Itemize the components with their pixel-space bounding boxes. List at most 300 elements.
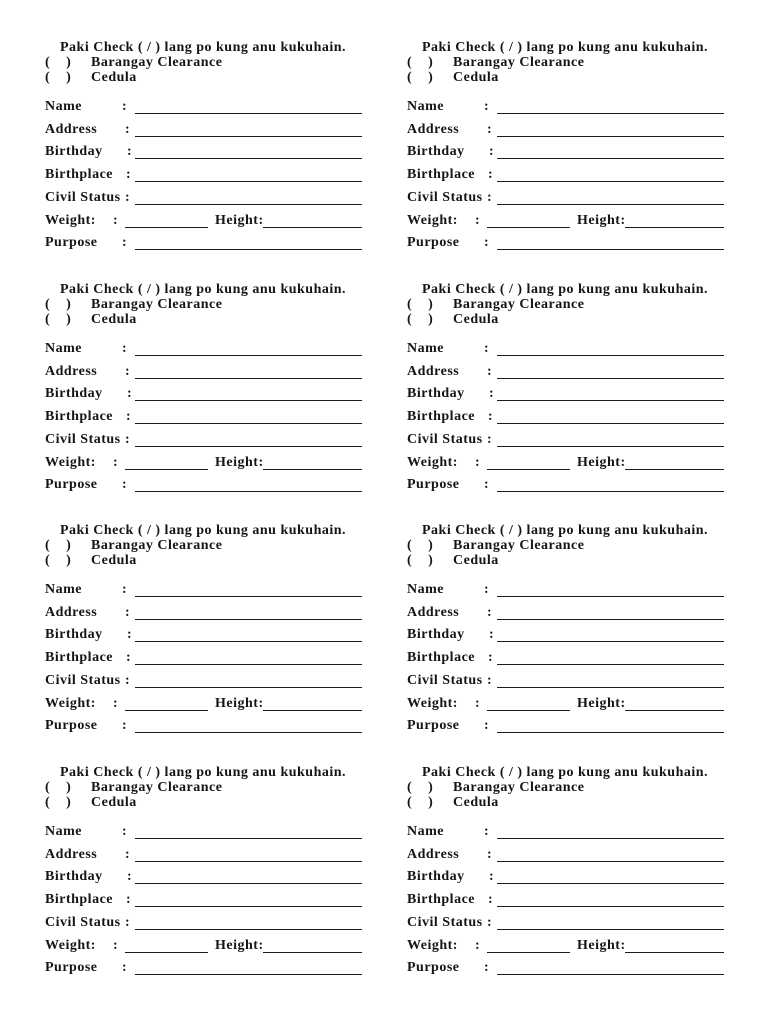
weight-blank-line — [487, 952, 570, 953]
field-label: Birthday — [407, 386, 465, 402]
field-label: Weight: — [45, 937, 96, 953]
field-row-address — [45, 361, 365, 383]
field-label: Birthplace — [45, 650, 113, 666]
request-form — [407, 282, 727, 502]
field-label: Height: — [577, 937, 626, 953]
purpose-blank-line — [135, 249, 362, 250]
field-label: Civil Status — [407, 914, 483, 930]
request-form — [45, 282, 365, 502]
field-colon: : — [122, 960, 128, 976]
field-colon: : — [487, 604, 493, 620]
field-label: Height: — [215, 454, 264, 470]
checkbox-mark: ( ) — [407, 55, 434, 70]
field-colon: : — [125, 604, 131, 620]
field-row-name — [45, 338, 365, 360]
field-colon: : — [475, 937, 481, 953]
option-label: Barangay Clearance — [453, 780, 585, 795]
option-barangay-clearance — [407, 55, 647, 70]
field-label: Name — [407, 824, 444, 839]
field-row-birthplace — [45, 406, 365, 428]
civil-status-blank-line — [497, 687, 724, 688]
option-cedula — [45, 795, 285, 810]
field-label: Weight: — [45, 695, 96, 711]
field-colon: : — [127, 869, 133, 885]
request-form — [407, 40, 727, 260]
field-label: Name — [45, 341, 82, 356]
field-label: Name — [45, 99, 82, 114]
birthplace-blank-line — [135, 664, 362, 665]
field-row-name — [407, 579, 727, 601]
civil-status-blank-line — [497, 446, 724, 447]
field-row-purpose — [407, 715, 727, 737]
field-label: Weight: — [407, 695, 458, 711]
civil-status-blank-line — [135, 929, 362, 930]
option-barangay-clearance — [45, 538, 285, 553]
field-colon: : — [126, 892, 132, 908]
form-instruction: Paki Check ( / ) lang po kung anu kukuhain. — [60, 765, 347, 780]
option-barangay-clearance — [407, 780, 647, 795]
option-cedula — [407, 553, 647, 568]
field-label: Height: — [577, 695, 626, 711]
field-label: Purpose — [45, 960, 98, 976]
field-label: Weight: — [407, 937, 458, 953]
field-row-birthplace — [45, 164, 365, 186]
request-form — [407, 765, 727, 985]
request-form — [45, 40, 365, 260]
field-row-birthday — [407, 383, 727, 405]
field-label: Civil Status — [407, 189, 483, 205]
field-row-birthday — [407, 624, 727, 646]
field-label: Address — [407, 363, 460, 379]
field-row-name — [45, 579, 365, 601]
name-blank-line — [135, 355, 362, 356]
option-label: Cedula — [91, 795, 137, 810]
field-row-weight-height — [407, 210, 727, 232]
address-blank-line — [497, 378, 724, 379]
checkbox-mark: ( ) — [407, 780, 434, 795]
field-row-purpose — [45, 474, 365, 496]
option-label: Barangay Clearance — [91, 297, 223, 312]
option-cedula — [407, 312, 647, 327]
field-row-civil-status — [407, 912, 727, 934]
field-label: Weight: — [45, 454, 96, 470]
field-label: Civil Status — [45, 189, 121, 205]
option-cedula — [407, 795, 647, 810]
field-colon: : — [489, 144, 495, 160]
civil-status-blank-line — [497, 204, 724, 205]
field-row-name — [407, 338, 727, 360]
field-colon: : — [122, 477, 128, 493]
field-row-address — [407, 119, 727, 141]
birthday-blank-line — [497, 641, 724, 642]
address-blank-line — [497, 861, 724, 862]
field-colon: : — [122, 582, 128, 597]
field-row-birthday — [407, 141, 727, 163]
form-instruction: Paki Check ( / ) lang po kung anu kukuhain. — [60, 282, 347, 297]
field-label: Address — [45, 121, 98, 137]
checkbox-mark: ( ) — [45, 312, 72, 327]
form-instruction: Paki Check ( / ) lang po kung anu kukuhain. — [60, 523, 347, 538]
field-colon: : — [489, 386, 495, 402]
field-label: Height: — [215, 212, 264, 228]
request-form — [407, 523, 727, 743]
purpose-blank-line — [135, 974, 362, 975]
option-barangay-clearance — [407, 297, 647, 312]
checkbox-mark: ( ) — [407, 297, 434, 312]
field-colon: : — [126, 650, 132, 666]
field-colon: : — [127, 386, 133, 402]
field-colon: : — [488, 409, 494, 425]
field-colon: : — [487, 431, 493, 447]
field-label: Birthday — [45, 144, 103, 160]
field-row-civil-status — [45, 670, 365, 692]
field-row-weight-height — [407, 935, 727, 957]
checkbox-mark: ( ) — [407, 553, 434, 568]
field-label: Civil Status — [45, 431, 121, 447]
form-instruction: Paki Check ( / ) lang po kung anu kukuhain. — [422, 40, 709, 55]
field-colon: : — [484, 582, 490, 597]
name-blank-line — [135, 596, 362, 597]
field-row-weight-height — [45, 210, 365, 232]
field-label: Civil Status — [45, 672, 121, 688]
field-row-birthday — [45, 624, 365, 646]
birthday-blank-line — [135, 641, 362, 642]
purpose-blank-line — [497, 732, 724, 733]
field-colon: : — [126, 167, 132, 183]
field-row-address — [407, 844, 727, 866]
field-row-purpose — [407, 232, 727, 254]
field-colon: : — [113, 212, 119, 228]
field-colon: : — [113, 454, 119, 470]
field-label: Birthplace — [407, 650, 475, 666]
field-colon: : — [122, 824, 128, 839]
civil-status-blank-line — [135, 687, 362, 688]
field-label: Birthday — [45, 869, 103, 885]
height-blank-line — [263, 710, 362, 711]
field-row-birthplace — [407, 164, 727, 186]
option-barangay-clearance — [45, 780, 285, 795]
field-label: Birthplace — [45, 409, 113, 425]
field-label: Birthplace — [407, 409, 475, 425]
birthplace-blank-line — [135, 181, 362, 182]
field-colon: : — [475, 695, 481, 711]
weight-blank-line — [487, 469, 570, 470]
field-row-civil-status — [407, 670, 727, 692]
purpose-blank-line — [497, 491, 724, 492]
weight-blank-line — [487, 227, 570, 228]
option-label: Cedula — [453, 312, 499, 327]
field-colon: : — [489, 869, 495, 885]
field-label: Weight: — [407, 212, 458, 228]
birthplace-blank-line — [135, 423, 362, 424]
field-row-civil-status — [407, 429, 727, 451]
option-barangay-clearance — [45, 55, 285, 70]
field-row-birthday — [407, 866, 727, 888]
checkbox-mark: ( ) — [45, 795, 72, 810]
option-label: Barangay Clearance — [453, 55, 585, 70]
field-colon: : — [487, 363, 493, 379]
checkbox-mark: ( ) — [45, 538, 72, 553]
field-colon: : — [487, 189, 493, 205]
field-colon: : — [122, 341, 128, 356]
field-row-birthday — [45, 141, 365, 163]
field-colon: : — [488, 167, 494, 183]
field-row-weight-height — [45, 693, 365, 715]
height-blank-line — [263, 952, 362, 953]
purpose-blank-line — [497, 249, 724, 250]
birthday-blank-line — [135, 158, 362, 159]
option-label: Cedula — [91, 70, 137, 85]
birthplace-blank-line — [497, 181, 724, 182]
field-row-address — [45, 844, 365, 866]
checkbox-mark: ( ) — [45, 780, 72, 795]
field-row-purpose — [45, 232, 365, 254]
form-instruction: Paki Check ( / ) lang po kung anu kukuhain. — [422, 765, 709, 780]
birthday-blank-line — [135, 400, 362, 401]
purpose-blank-line — [135, 491, 362, 492]
address-blank-line — [135, 619, 362, 620]
height-blank-line — [625, 227, 724, 228]
birthplace-blank-line — [497, 906, 724, 907]
birthday-blank-line — [135, 883, 362, 884]
field-label: Birthday — [407, 869, 465, 885]
address-blank-line — [135, 136, 362, 137]
option-cedula — [45, 312, 285, 327]
field-colon: : — [126, 409, 132, 425]
field-colon: : — [125, 846, 131, 862]
field-row-civil-status — [45, 912, 365, 934]
field-label: Birthplace — [407, 892, 475, 908]
address-blank-line — [135, 378, 362, 379]
field-row-birthplace — [407, 889, 727, 911]
field-label: Address — [45, 846, 98, 862]
option-label: Barangay Clearance — [91, 538, 223, 553]
checkbox-mark: ( ) — [407, 70, 434, 85]
option-label: Cedula — [453, 70, 499, 85]
field-row-birthplace — [407, 647, 727, 669]
birthplace-blank-line — [497, 664, 724, 665]
height-blank-line — [263, 469, 362, 470]
form-instruction: Paki Check ( / ) lang po kung anu kukuhain. — [422, 523, 709, 538]
field-colon: : — [122, 99, 128, 114]
form-instruction: Paki Check ( / ) lang po kung anu kukuhain. — [60, 40, 347, 55]
field-row-birthplace — [45, 889, 365, 911]
name-blank-line — [135, 838, 362, 839]
field-row-address — [45, 602, 365, 624]
purpose-blank-line — [135, 732, 362, 733]
option-cedula — [407, 70, 647, 85]
option-label: Cedula — [91, 312, 137, 327]
option-barangay-clearance — [45, 297, 285, 312]
field-label: Name — [407, 582, 444, 597]
field-label: Birthday — [45, 627, 103, 643]
name-blank-line — [497, 355, 724, 356]
field-label: Purpose — [45, 235, 98, 251]
name-blank-line — [497, 113, 724, 114]
weight-blank-line — [125, 952, 208, 953]
field-label: Birthday — [45, 386, 103, 402]
field-row-purpose — [407, 474, 727, 496]
field-row-address — [45, 119, 365, 141]
field-label: Civil Status — [407, 672, 483, 688]
birthplace-blank-line — [135, 906, 362, 907]
checkbox-mark: ( ) — [407, 795, 434, 810]
field-row-birthday — [45, 383, 365, 405]
field-label: Purpose — [45, 718, 98, 734]
field-colon: : — [125, 121, 131, 137]
field-label: Address — [45, 363, 98, 379]
field-row-address — [407, 361, 727, 383]
field-colon: : — [488, 650, 494, 666]
field-row-birthplace — [407, 406, 727, 428]
field-label: Birthplace — [407, 167, 475, 183]
field-label: Height: — [215, 937, 264, 953]
field-label: Height: — [215, 695, 264, 711]
field-label: Address — [407, 604, 460, 620]
field-row-purpose — [45, 957, 365, 979]
field-label: Purpose — [407, 477, 460, 493]
field-label: Purpose — [407, 235, 460, 251]
field-label: Height: — [577, 212, 626, 228]
name-blank-line — [497, 838, 724, 839]
field-colon: : — [484, 824, 490, 839]
field-row-civil-status — [407, 187, 727, 209]
field-colon: : — [122, 718, 128, 734]
purpose-blank-line — [497, 974, 724, 975]
field-row-purpose — [45, 715, 365, 737]
option-cedula — [45, 70, 285, 85]
field-label: Height: — [577, 454, 626, 470]
field-row-weight-height — [45, 452, 365, 474]
option-cedula — [45, 553, 285, 568]
field-row-purpose — [407, 957, 727, 979]
field-colon: : — [122, 235, 128, 251]
weight-blank-line — [125, 710, 208, 711]
field-row-name — [407, 96, 727, 118]
field-colon: : — [487, 672, 493, 688]
field-label: Weight: — [407, 454, 458, 470]
address-blank-line — [497, 136, 724, 137]
field-label: Birthday — [407, 144, 465, 160]
field-row-weight-height — [45, 935, 365, 957]
field-colon: : — [125, 672, 131, 688]
option-label: Cedula — [453, 795, 499, 810]
checkbox-mark: ( ) — [45, 55, 72, 70]
field-colon: : — [484, 960, 490, 976]
weight-blank-line — [125, 469, 208, 470]
civil-status-blank-line — [497, 929, 724, 930]
field-row-name — [45, 821, 365, 843]
field-colon: : — [125, 189, 131, 205]
birthday-blank-line — [497, 883, 724, 884]
field-colon: : — [125, 914, 131, 930]
birthplace-blank-line — [497, 423, 724, 424]
checkbox-mark: ( ) — [45, 297, 72, 312]
option-barangay-clearance — [407, 538, 647, 553]
field-row-weight-height — [407, 452, 727, 474]
option-label: Barangay Clearance — [91, 55, 223, 70]
option-label: Cedula — [91, 553, 137, 568]
field-colon: : — [488, 892, 494, 908]
field-label: Name — [407, 99, 444, 114]
birthday-blank-line — [497, 158, 724, 159]
height-blank-line — [625, 952, 724, 953]
field-colon: : — [484, 99, 490, 114]
civil-status-blank-line — [135, 446, 362, 447]
field-colon: : — [475, 212, 481, 228]
name-blank-line — [135, 113, 362, 114]
field-row-civil-status — [45, 429, 365, 451]
field-label: Name — [45, 582, 82, 597]
field-label: Weight: — [45, 212, 96, 228]
option-label: Barangay Clearance — [453, 538, 585, 553]
field-row-birthday — [45, 866, 365, 888]
height-blank-line — [625, 469, 724, 470]
field-colon: : — [125, 431, 131, 447]
field-label: Civil Status — [45, 914, 121, 930]
checkbox-mark: ( ) — [407, 538, 434, 553]
field-colon: : — [487, 914, 493, 930]
option-label: Barangay Clearance — [453, 297, 585, 312]
option-label: Barangay Clearance — [91, 780, 223, 795]
field-colon: : — [113, 937, 119, 953]
field-row-address — [407, 602, 727, 624]
civil-status-blank-line — [135, 204, 362, 205]
height-blank-line — [625, 710, 724, 711]
option-label: Cedula — [453, 553, 499, 568]
field-label: Purpose — [45, 477, 98, 493]
field-colon: : — [484, 718, 490, 734]
field-colon: : — [113, 695, 119, 711]
field-colon: : — [127, 627, 133, 643]
field-row-name — [407, 821, 727, 843]
field-label: Address — [407, 121, 460, 137]
field-label: Birthday — [407, 627, 465, 643]
request-form — [45, 523, 365, 743]
field-label: Birthplace — [45, 167, 113, 183]
field-label: Civil Status — [407, 431, 483, 447]
weight-blank-line — [487, 710, 570, 711]
birthday-blank-line — [497, 400, 724, 401]
field-colon: : — [475, 454, 481, 470]
address-blank-line — [135, 861, 362, 862]
field-label: Name — [407, 341, 444, 356]
field-label: Name — [45, 824, 82, 839]
field-colon: : — [487, 846, 493, 862]
form-instruction: Paki Check ( / ) lang po kung anu kukuhain. — [422, 282, 709, 297]
field-label: Address — [45, 604, 98, 620]
field-colon: : — [489, 627, 495, 643]
field-colon: : — [484, 235, 490, 251]
field-label: Address — [407, 846, 460, 862]
field-colon: : — [127, 144, 133, 160]
field-colon: : — [125, 363, 131, 379]
field-label: Purpose — [407, 718, 460, 734]
checkbox-mark: ( ) — [45, 553, 72, 568]
checkbox-mark: ( ) — [45, 70, 72, 85]
request-form — [45, 765, 365, 985]
field-colon: : — [484, 341, 490, 356]
checkbox-mark: ( ) — [407, 312, 434, 327]
field-row-weight-height — [407, 693, 727, 715]
field-label: Purpose — [407, 960, 460, 976]
field-row-name — [45, 96, 365, 118]
field-colon: : — [487, 121, 493, 137]
field-row-birthplace — [45, 647, 365, 669]
field-row-civil-status — [45, 187, 365, 209]
weight-blank-line — [125, 227, 208, 228]
address-blank-line — [497, 619, 724, 620]
